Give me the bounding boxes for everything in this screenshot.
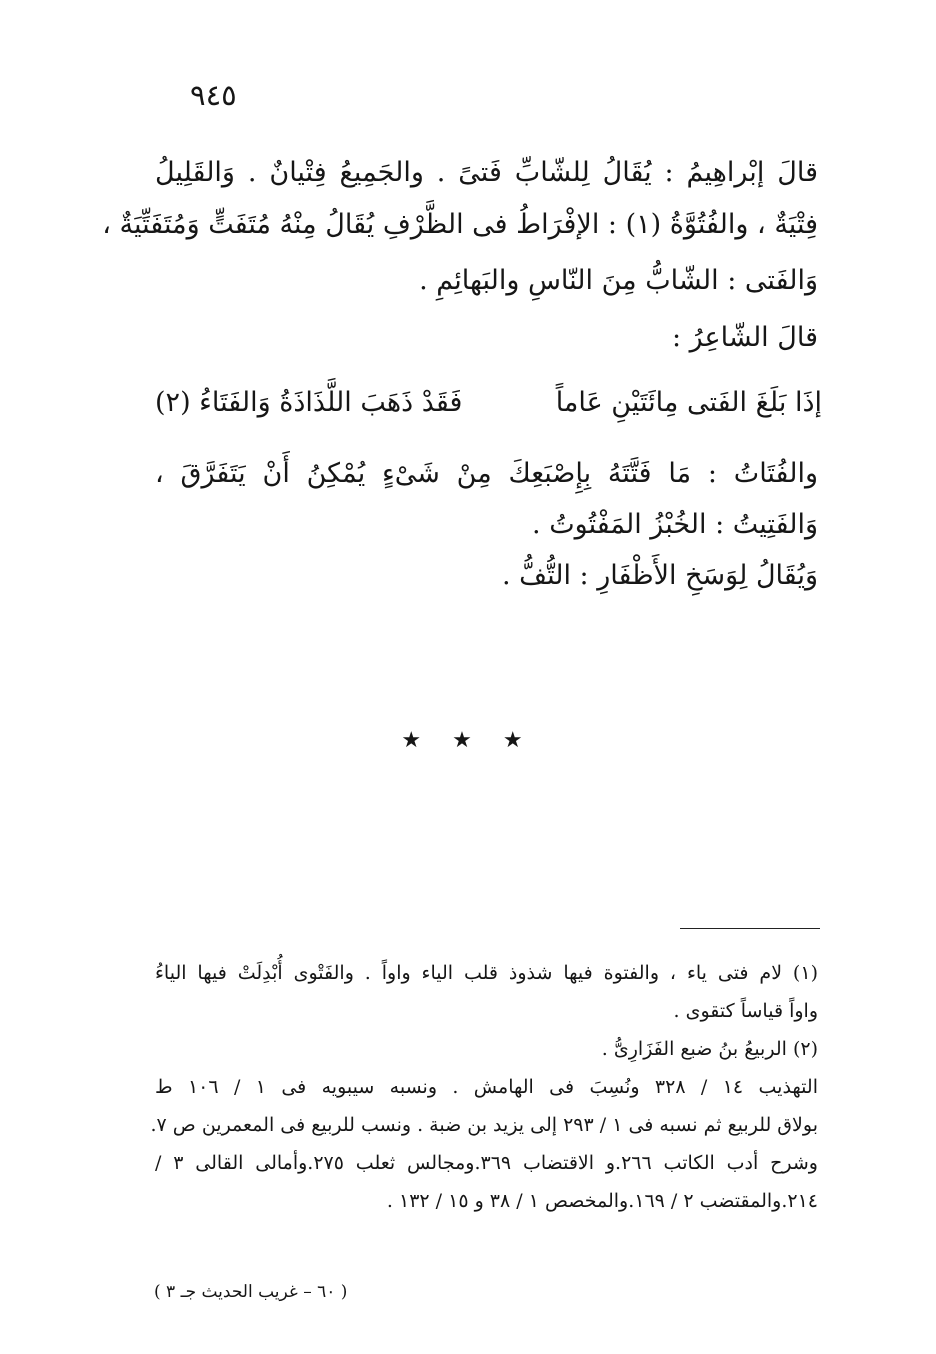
footnote-line-6: وشرح أدب الكاتب ٢٦٦.و الاقتضاب ٣٦٩.ومجالس ثعلب ٢٧٥.وأمالى القالى ٣ / — [155, 1152, 818, 1174]
poetry-verse — [155, 378, 822, 428]
page-footer-signature: ( ٦٠ – غريب الحديث جـ ٣ ) — [154, 1282, 348, 1302]
footnote-line-7: ٢١٤.والمقتضب ٢ / ١٦٩.والمخصص ١ / ٣٨ و ١٥ / ١٣٢ . — [386, 1190, 818, 1212]
main-text-line-1: قالَ إبْراهِيمُ : يُقَالُ لِلشّابِّ فَتىً . والجَمِيعُ فِتْيانٌ . وَالقَلِيلُ — [155, 157, 818, 188]
footnote-line-4: التهذيب ١٤ / ٣٢٨ ونُسِبَ فى الهامش . ونسبه سيبويه فى ١ / ١٠٦ ط — [155, 1076, 818, 1098]
verse-first-hemistich: إذَا بَلَغَ الفَتى مِائَتَيْنِ عَاماً — [555, 387, 822, 418]
page-number: ٩٤٥ — [190, 78, 237, 112]
footnote-divider — [680, 928, 820, 929]
footnote-line-2: واواً قياساً كتقوى . — [673, 1000, 818, 1022]
footnote-line-5: بولاق للربيع ثم نسبه فى ١ / ٢٩٣ إلى يزيد بن ضبة . ونسب للربيع فى المعمرين ص ٧. — [150, 1114, 818, 1136]
main-text-line-3: وَالفَتى : الشّابُّ مِنَ النّاسِ والبَهائِمِ . — [419, 265, 818, 296]
section-separator: ★ ★ ★ — [401, 728, 535, 753]
main-text-line-2: فِتْيَةٌ ، والفُتُوَّةُ (١) : الإفْرَاطُ فى الظَّرْفِ يُقَالُ مِنْهُ مُتَفَتٍّ وَمُتَفَتِّيَةٌ ، — [102, 209, 818, 240]
footnote-line-1: (١) لام فتى ياء ، والفتوة فيها شذوذ قلب الياء واواً . والفَتْوى أُبْدِلَتْ فيها الياءُ — [155, 962, 818, 984]
verse-second-hemistich: فَقَدْ ذَهَبَ اللَّذَاذَةُ وَالفَتَاءُ (٢) — [155, 387, 463, 418]
after-verse-line-1: والفُتَاتُ : مَا فَتَّتَهُ بِإِصْبَعِكَ مِنْ شَىْءٍ يُمْكِنُ أَنْ يَتَفَرَّقَ ، — [155, 458, 818, 489]
after-verse-line-2: وَالفَتِيتُ : الخُبْزُ المَفْتُوتُ . — [532, 509, 818, 540]
poet-intro: قالَ الشّاعِرُ : — [671, 322, 818, 353]
after-verse-line-3: وَيُقَالُ لِوَسَخِ الأَظْفَارِ : التُّفُّ . — [501, 560, 818, 591]
footnote-line-3: (٢) الربيعُ بنُ ضبع الفَزَارِىُّ . — [601, 1038, 818, 1060]
